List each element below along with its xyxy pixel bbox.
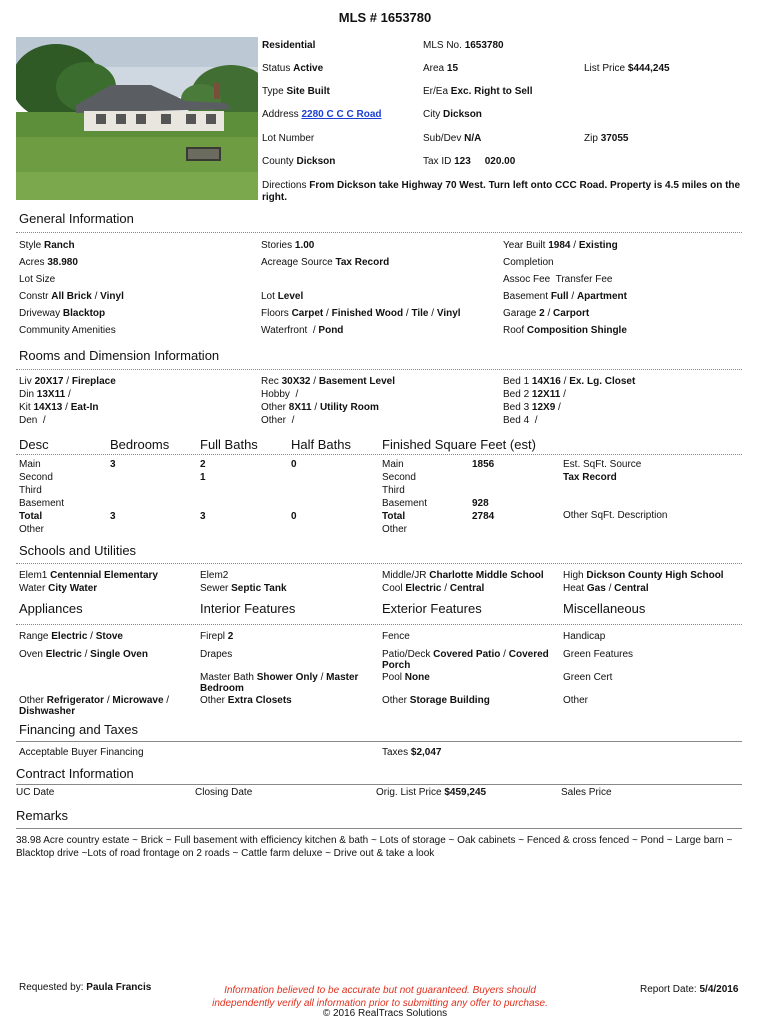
pool: Pool None — [382, 672, 430, 683]
room-kit: Kit 14X13 / Eat-In — [19, 402, 99, 413]
fullbath-counts: 2 1 3 — [200, 459, 206, 522]
green-features: Green Features — [563, 649, 634, 660]
style: Style Ranch — [19, 240, 75, 251]
interior-heading: Interior Features — [200, 601, 296, 616]
cool: Cool Electric / Central — [382, 583, 485, 594]
list-price: List Price $444,245 — [584, 63, 670, 74]
report-date: Report Date: 5/4/2016 — [640, 984, 739, 995]
assoc-fee: Assoc Fee Transfer Fee — [503, 274, 613, 285]
waterfront: Waterfront / Pond — [261, 325, 344, 336]
address-link[interactable]: 2280 C C C Road — [301, 109, 382, 120]
range: Range Electric / Stove — [19, 631, 123, 642]
requested-by: Requested by: Paula Francis — [19, 982, 152, 993]
middle: Middle/JR Charlotte Middle School — [382, 570, 544, 581]
heat: Heat Gas / Central — [563, 583, 649, 594]
constr: Constr All Brick / Vinyl — [19, 291, 124, 302]
floors: Floors Carpet / Finished Wood / Tile / Vinyl — [261, 308, 461, 319]
halfbath-counts: 0 0 — [291, 459, 297, 522]
lot-number: Lot Number — [262, 133, 315, 144]
basement: Basement Full / Apartment — [503, 291, 627, 302]
room-bed3: Bed 3 12X9 / — [503, 402, 561, 413]
driveway: Driveway Blacktop — [19, 308, 106, 319]
subdev: Sub/Dev N/A — [423, 133, 482, 144]
rooms-heading: Rooms and Dimension Information — [19, 348, 220, 363]
patio: Patio/Deck Covered Patio / Covered Porch — [382, 649, 549, 671]
elem1: Elem1 Centennial Elementary — [19, 570, 158, 581]
closing-date: Closing Date — [195, 787, 253, 798]
elem2: Elem2 — [200, 570, 229, 581]
room-liv: Liv 20X17 / Fireplace — [19, 376, 116, 387]
acreage-source: Acreage Source Tax Record — [261, 257, 390, 268]
divider — [16, 741, 742, 742]
high: High Dickson County High School — [563, 570, 724, 581]
financing-heading: Financing and Taxes — [19, 722, 139, 737]
exterior-heading: Exterior Features — [382, 601, 482, 616]
oven: Oven Electric / Single Oven — [19, 649, 148, 660]
sewer: Sewer Septic Tank — [200, 583, 287, 594]
county: County Dickson — [262, 156, 336, 167]
year-built: Year Built 1984 / Existing — [503, 240, 618, 251]
water: Water City Water — [19, 583, 98, 594]
room-bed4: Bed 4 / — [503, 415, 538, 426]
sqft-source: Est. SqFt. Source Tax Record — [563, 459, 642, 483]
address: Address 2280 C C C Road — [262, 109, 382, 120]
misc-heading: Miscellaneous — [563, 601, 646, 616]
sqft-values: 1856 928 2784 — [472, 459, 495, 522]
acres: Acres 38.980 — [19, 257, 78, 268]
bedroom-counts: 3 3 — [110, 459, 116, 522]
zip: Zip 37055 — [584, 133, 629, 144]
appliances-heading: Appliances — [19, 601, 83, 616]
community-amenities: Community Amenities — [19, 325, 116, 336]
halfbaths-heading: Half Baths — [291, 437, 351, 452]
divider — [16, 828, 742, 829]
room-den: Den / — [19, 415, 46, 426]
schools-heading: Schools and Utilities — [19, 543, 137, 558]
fence: Fence — [382, 631, 410, 642]
disclaimer: Information believed to be accurate but not guaranteed. Buyers should independently verify all information prior to submitting any offer to purchase. — [212, 985, 548, 1009]
bedrooms-heading: Bedrooms — [110, 437, 170, 452]
other-sqft-desc: Other SqFt. Description — [563, 510, 668, 521]
lot-size: Lot Size — [19, 274, 56, 285]
firepl: Firepl 2 — [200, 631, 234, 642]
handicap: Handicap — [563, 631, 606, 642]
green-cert: Green Cert — [563, 672, 613, 683]
buyer-financing: Acceptable Buyer Financing — [19, 747, 144, 758]
roof: Roof Composition Shingle — [503, 325, 627, 336]
drapes: Drapes — [200, 649, 233, 660]
directions: Directions From Dickson take Highway 70 West. Turn left onto CCC Road. Property is 4.5 miles on the right. — [262, 180, 741, 203]
divider — [16, 232, 742, 233]
city: City Dickson — [423, 109, 482, 120]
page-title: MLS # 1653780 — [338, 10, 432, 25]
mls-no: MLS No. 1653780 — [423, 40, 504, 51]
sales-price: Sales Price — [561, 787, 612, 798]
room-rec: Rec 30X32 / Basement Level — [261, 376, 395, 387]
other-interior: Other Extra Closets — [200, 695, 292, 706]
master-bath: Master Bath Shower Only / Master Bedroom — [200, 672, 359, 694]
property-photo — [16, 37, 258, 200]
room-bed2: Bed 2 12X11 / — [503, 389, 566, 400]
garage: Garage 2 / Carport — [503, 308, 590, 319]
desc-rows: Main Second Third Basement Total Other — [19, 459, 65, 535]
sqft-heading: Finished Square Feet (est) — [382, 437, 536, 452]
remarks-text: 38.98 Acre country estate ~ Brick ~ Full basement with efficiency kitchen & bath ~ Lots of storage ~ Oak cabinets ~ Fenced & cross fenced ~ Pond ~ Large barn ~ Blacktop drive ~Lots of road frontage on 2 roads ~ Cattle farm deluxe ~ Drive out & take a look — [16, 835, 733, 859]
copyright: © 2016 RealTracs Solutions — [322, 1008, 448, 1019]
taxes: Taxes $2,047 — [382, 747, 442, 758]
fullbaths-heading: Full Baths — [200, 437, 258, 452]
tax-id: Tax ID 123 020.00 — [423, 156, 516, 167]
divider — [16, 369, 742, 370]
type-label: Residential — [262, 40, 316, 51]
uc-date: UC Date — [16, 787, 55, 798]
area: Area 15 — [423, 63, 459, 74]
room-bed1: Bed 1 14X16 / Ex. Lg. Closet — [503, 376, 636, 387]
stories: Stories 1.00 — [261, 240, 315, 251]
other-appliances: Other Refrigerator / Microwave / Dishwasher — [19, 695, 170, 717]
completion: Completion — [503, 257, 554, 268]
lot: Lot Level — [261, 291, 304, 302]
status: Status Active — [262, 63, 324, 74]
desc-heading: Desc — [19, 437, 49, 452]
room-other-b: Other / — [261, 415, 295, 426]
divider — [16, 784, 742, 785]
room-din: Din 13X11 / — [19, 389, 71, 400]
house-photo-image — [16, 37, 258, 200]
other-exterior: Other Storage Building — [382, 695, 490, 706]
room-other: Other 8X11 / Utility Room — [261, 402, 379, 413]
divider — [16, 563, 742, 564]
remarks-heading: Remarks — [16, 808, 69, 823]
divider — [16, 454, 742, 455]
erea: Er/Ea Exc. Right to Sell — [423, 86, 533, 97]
divider — [16, 624, 742, 625]
room-hobby: Hobby / — [261, 389, 299, 400]
type: Type Site Built — [262, 86, 330, 97]
contract-heading: Contract Information — [16, 766, 134, 781]
other-misc: Other — [563, 695, 589, 706]
general-heading: General Information — [19, 211, 134, 226]
orig-list-price: Orig. List Price $459,245 — [376, 787, 487, 798]
sqft-rows: Main Second Third Basement Total Other — [382, 459, 428, 535]
